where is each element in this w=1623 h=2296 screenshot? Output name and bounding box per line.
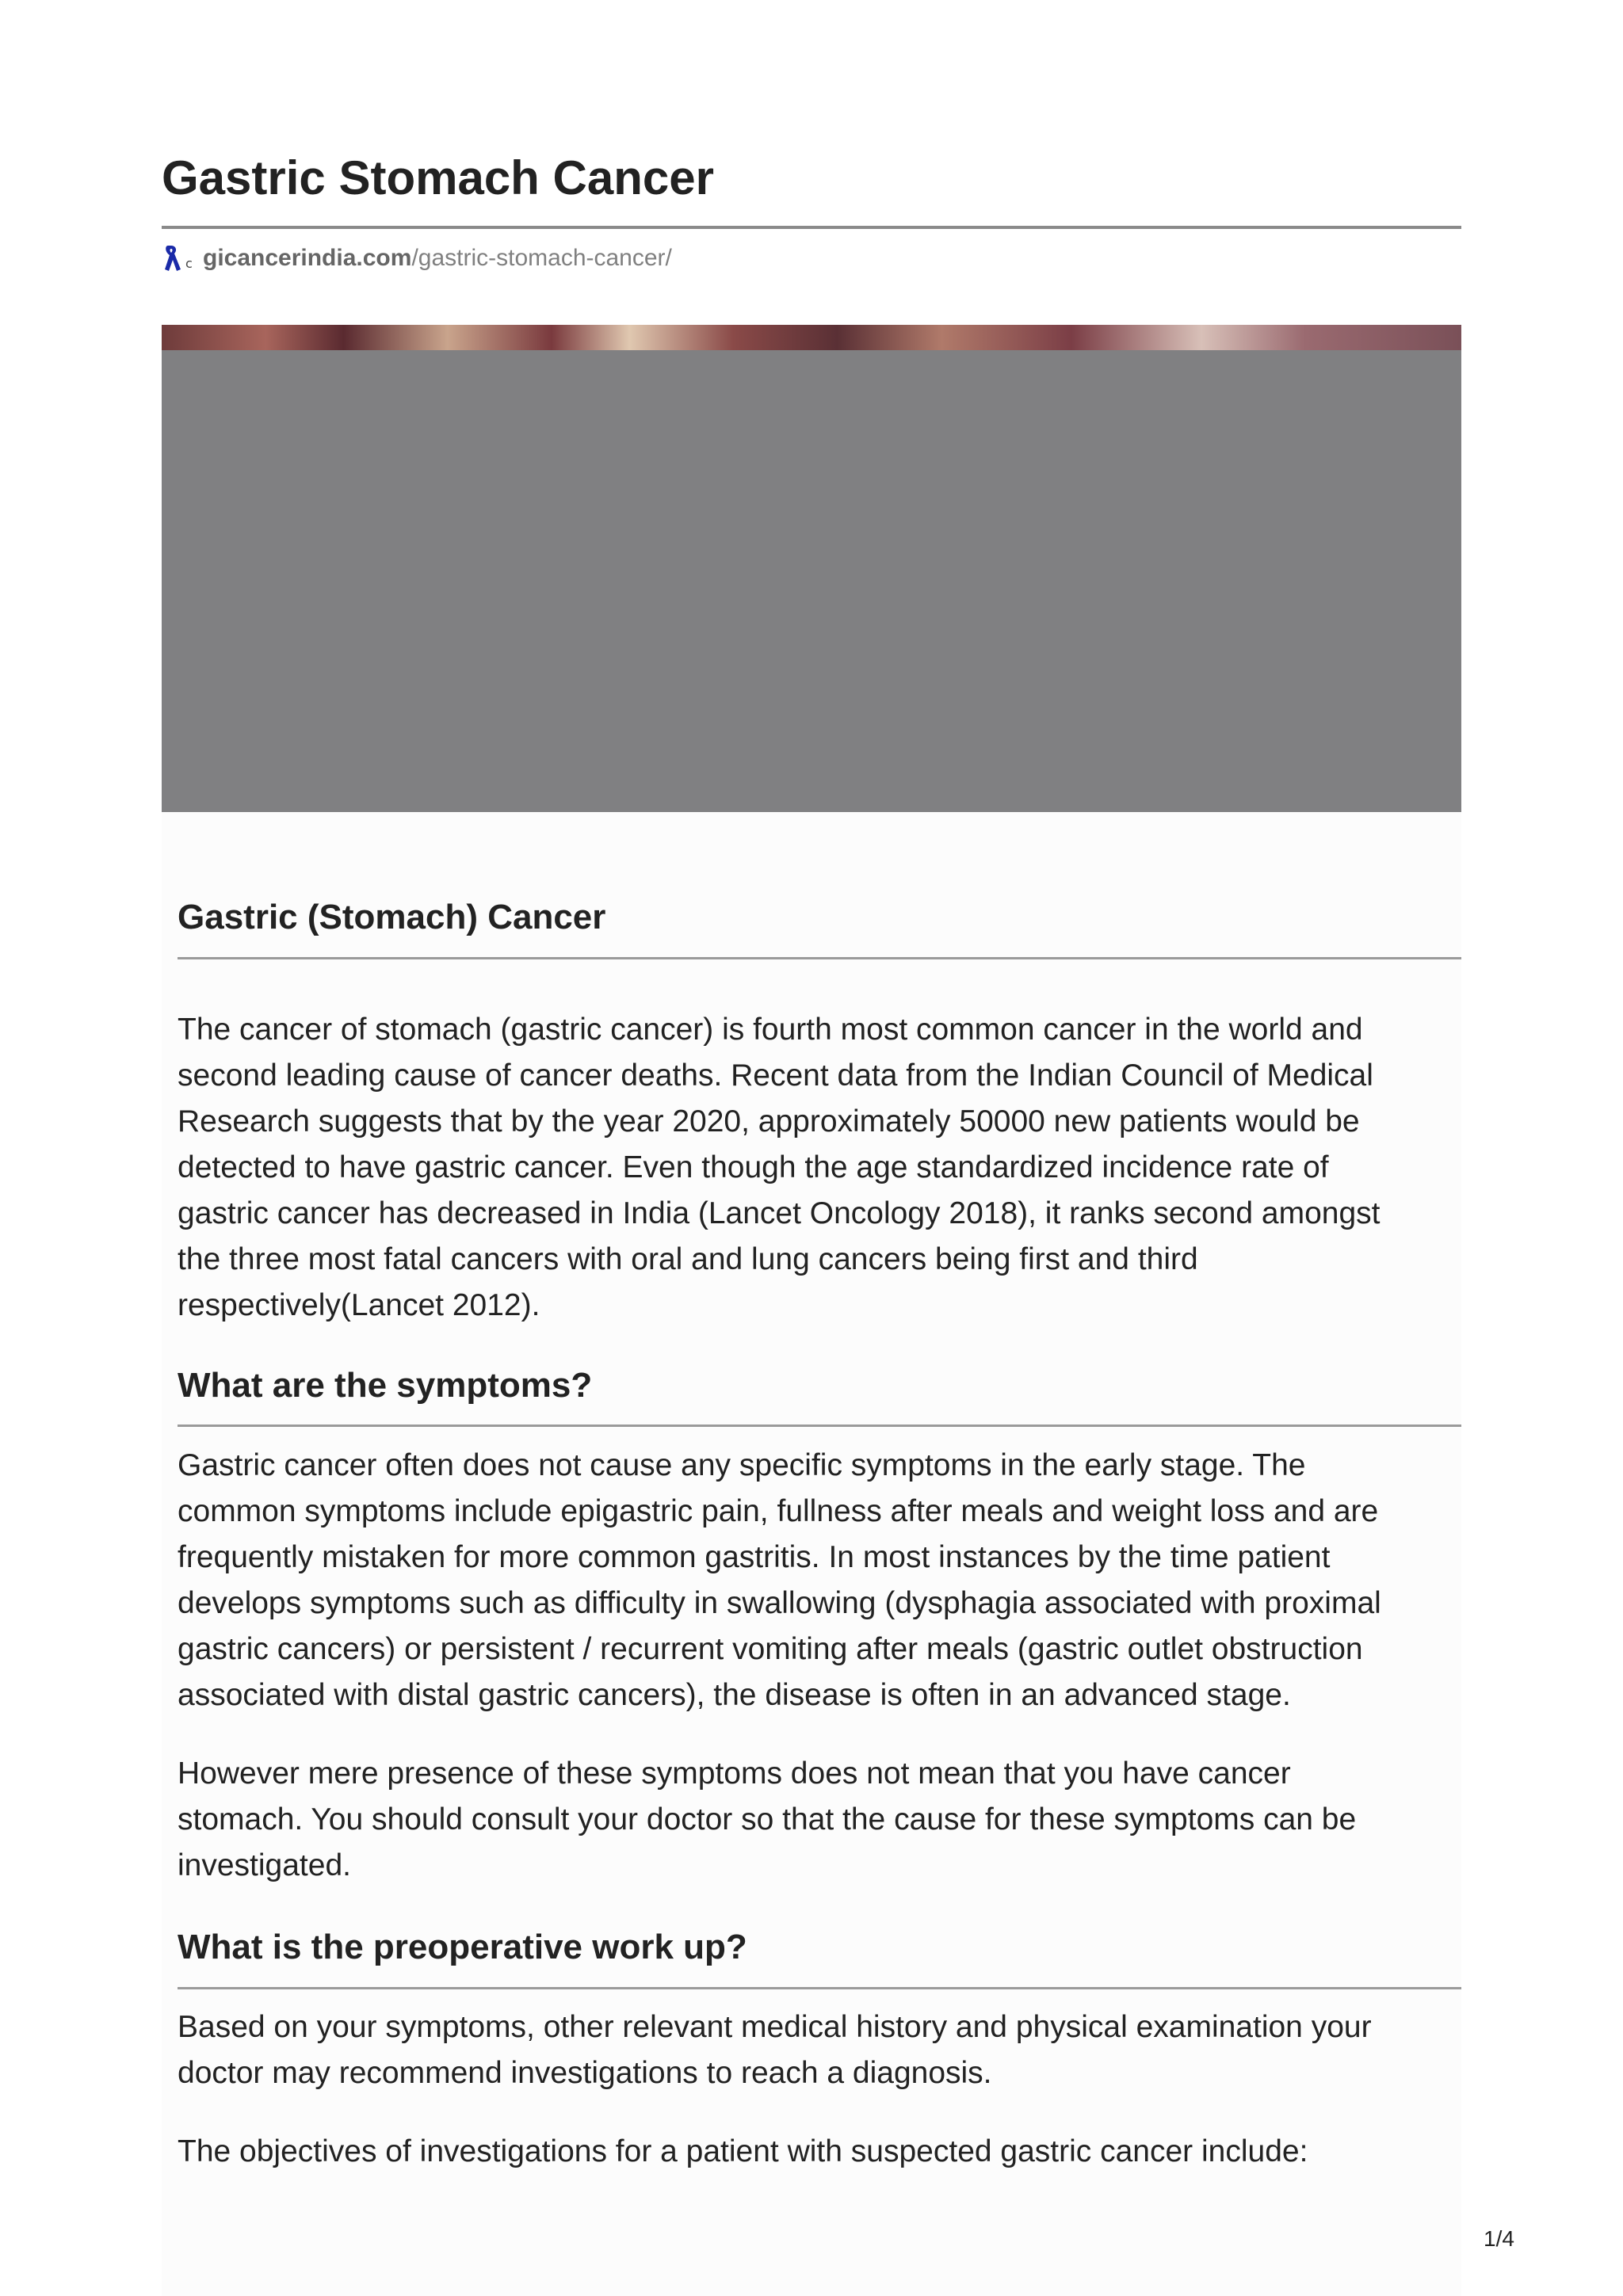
paragraph-workup: Based on your symptoms, other relevant medical history and physical examination your doctor may recommend investigations to reach a diagnosis. xyxy=(178,2010,1372,2090)
hero-image xyxy=(162,325,1461,812)
ribbon-logo-icon xyxy=(162,242,197,274)
paragraph-objectives: The objectives of investigations for a patient with suspected gastric cancer include: xyxy=(178,2134,1308,2168)
section-heading-gastric-cancer: Gastric (Stomach) Cancer xyxy=(178,898,606,936)
paragraph-consult: However mere presence of these symptoms does not mean that you have cancer stomach. You should consult your doctor so that the cause for these symptoms can be investigated. xyxy=(178,1756,1357,1882)
section-heading-workup: What is the preoperative work up? xyxy=(178,1928,747,1966)
section-divider xyxy=(178,1425,1461,1427)
section-heading-symptoms: What are the symptoms? xyxy=(178,1366,593,1405)
page-title: Gastric Stomach Cancer xyxy=(162,151,714,204)
hero-image-strip xyxy=(162,325,1461,350)
paragraph-symptoms: Gastric cancer often does not cause any specific symptoms in the early stage. The common symptoms include epigastric pain, fullness after meals and weight loss and are frequently mistaken for more common gastritis. In most instances by the time patient develops symptoms such as difficulty in swallowing (dysphagia associated with proximal gastric cancers) or persistent / recurrent vomiting after meals (gastric outlet obstruction associated with distal gastric cancers), the disease is often in an advanced stage. xyxy=(178,1448,1381,1712)
source-url[interactable] xyxy=(162,242,672,274)
source-domain[interactable]: gicancerindia.com xyxy=(203,245,412,271)
page-number: 1/4 xyxy=(1484,2226,1514,2251)
source-path[interactable]: /gastric-stomach-cancer/ xyxy=(411,245,672,271)
section-divider xyxy=(178,957,1461,959)
title-divider xyxy=(162,226,1461,229)
svg-text:c: c xyxy=(185,256,193,271)
paragraph-intro: The cancer of stomach (gastric cancer) is fourth most common cancer in the world and second leading cause of cancer deaths. Recent data from the Indian Council of Medical Research suggests that by the year 2020, approximately 50000 new patients would be detected to have gastric cancer. Even though the age standardized incidence rate of gastric cancer has decreased in India (Lancet Oncology 2018), it ranks second amongst the three most fatal cancers with oral and lung cancers being first and third respectively(Lancet 2012). xyxy=(178,1013,1381,1322)
section-divider xyxy=(178,1987,1461,1989)
